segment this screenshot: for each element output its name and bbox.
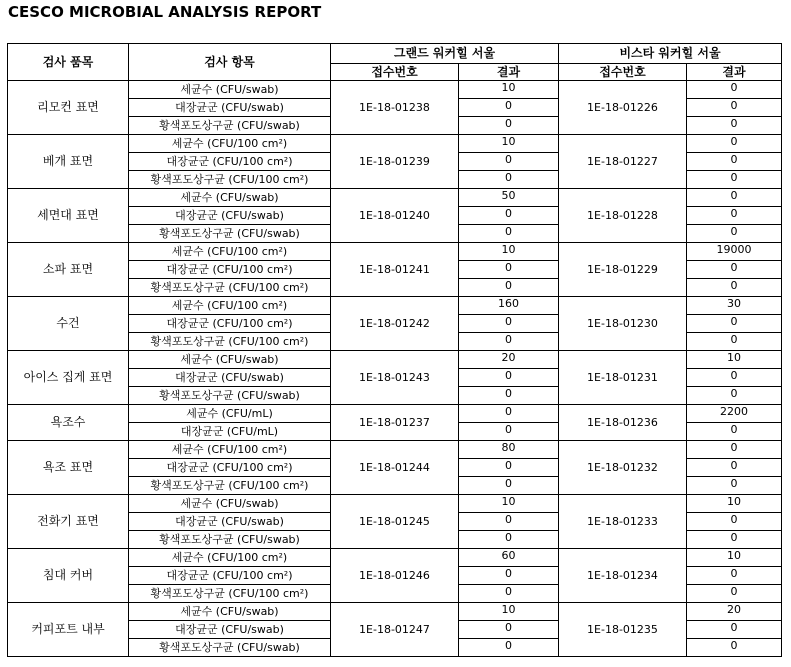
test-cell: 황색포도상구균 (CFU/100 cm²) [129, 171, 331, 189]
receipt-cell-grand: 1E-18-01240 [331, 189, 459, 243]
result-cell-vista: 0 [687, 387, 782, 405]
item-cell: 베개 표면 [8, 135, 129, 189]
test-cell: 황색포도상구균 (CFU/100 cm²) [129, 333, 331, 351]
header-site-vista: 비스타 워커힐 서울 [559, 44, 782, 64]
test-cell: 대장균군 (CFU/swab) [129, 207, 331, 225]
result-cell-vista: 0 [687, 567, 782, 585]
result-cell-grand: 10 [459, 135, 559, 153]
result-cell-grand: 0 [459, 621, 559, 639]
test-cell: 황색포도상구균 (CFU/swab) [129, 639, 331, 657]
result-cell-vista: 0 [687, 621, 782, 639]
receipt-cell-vista: 1E-18-01231 [559, 351, 687, 405]
receipt-cell-vista: 1E-18-01226 [559, 81, 687, 135]
test-cell: 대장균군 (CFU/swab) [129, 513, 331, 531]
result-cell-grand: 0 [459, 405, 559, 423]
item-cell: 리모컨 표면 [8, 81, 129, 135]
test-cell: 황색포도상구균 (CFU/swab) [129, 225, 331, 243]
receipt-cell-vista: 1E-18-01236 [559, 405, 687, 441]
result-cell-vista: 0 [687, 513, 782, 531]
test-cell: 세균수 (CFU/100 cm²) [129, 135, 331, 153]
header-result-grand: 결과 [459, 64, 559, 81]
result-cell-grand: 160 [459, 297, 559, 315]
result-cell-vista: 0 [687, 81, 782, 99]
receipt-cell-vista: 1E-18-01228 [559, 189, 687, 243]
result-cell-grand: 0 [459, 207, 559, 225]
table-row [8, 603, 782, 621]
test-cell: 대장균군 (CFU/swab) [129, 621, 331, 639]
receipt-cell-grand: 1E-18-01237 [331, 405, 459, 441]
result-cell-vista: 0 [687, 423, 782, 441]
test-cell: 세균수 (CFU/swab) [129, 81, 331, 99]
receipt-cell-grand: 1E-18-01242 [331, 297, 459, 351]
item-cell: 욕조 표면 [8, 441, 129, 495]
receipt-cell-grand: 1E-18-01238 [331, 81, 459, 135]
header-test: 검사 항목 [129, 44, 331, 81]
item-cell: 욕조수 [8, 405, 129, 441]
result-cell-grand: 0 [459, 387, 559, 405]
receipt-cell-grand: 1E-18-01243 [331, 351, 459, 405]
result-cell-vista: 0 [687, 207, 782, 225]
table-row [8, 549, 782, 567]
test-cell: 황색포도상구균 (CFU/100 cm²) [129, 279, 331, 297]
result-cell-vista: 30 [687, 297, 782, 315]
test-cell: 세균수 (CFU/100 cm²) [129, 297, 331, 315]
header-site-grand: 그랜드 워커힐 서울 [331, 44, 559, 64]
result-cell-vista: 0 [687, 279, 782, 297]
header-row-top [8, 44, 782, 64]
item-cell: 커피포트 내부 [8, 603, 129, 657]
test-cell: 황색포도상구균 (CFU/100 cm²) [129, 477, 331, 495]
result-cell-grand: 0 [459, 225, 559, 243]
item-cell: 아이스 집게 표면 [8, 351, 129, 405]
result-cell-grand: 10 [459, 81, 559, 99]
test-cell: 세균수 (CFU/100 cm²) [129, 441, 331, 459]
test-cell: 대장균군 (CFU/100 cm²) [129, 153, 331, 171]
result-cell-grand: 0 [459, 315, 559, 333]
test-cell: 대장균군 (CFU/swab) [129, 369, 331, 387]
result-cell-vista: 0 [687, 369, 782, 387]
result-cell-vista: 0 [687, 477, 782, 495]
test-cell: 대장균군 (CFU/swab) [129, 99, 331, 117]
result-cell-grand: 0 [459, 333, 559, 351]
result-cell-grand: 0 [459, 531, 559, 549]
result-cell-grand: 20 [459, 351, 559, 369]
header-receipt-vista: 접수번호 [559, 64, 687, 81]
receipt-cell-grand: 1E-18-01247 [331, 603, 459, 657]
header-item: 검사 품목 [8, 44, 129, 81]
table-row [8, 441, 782, 459]
result-cell-grand: 0 [459, 117, 559, 135]
test-cell: 황색포도상구균 (CFU/swab) [129, 531, 331, 549]
result-cell-vista: 0 [687, 459, 782, 477]
table-row [8, 135, 782, 153]
result-cell-vista: 20 [687, 603, 782, 621]
result-cell-grand: 0 [459, 153, 559, 171]
receipt-cell-grand: 1E-18-01239 [331, 135, 459, 189]
table-row [8, 297, 782, 315]
result-cell-vista: 10 [687, 549, 782, 567]
test-cell: 세균수 (CFU/swab) [129, 351, 331, 369]
result-cell-vista: 0 [687, 441, 782, 459]
table-row [8, 243, 782, 261]
receipt-cell-vista: 1E-18-01235 [559, 603, 687, 657]
result-cell-vista: 0 [687, 153, 782, 171]
receipt-cell-grand: 1E-18-01245 [331, 495, 459, 549]
receipt-cell-vista: 1E-18-01232 [559, 441, 687, 495]
table-header [8, 44, 782, 81]
result-cell-vista: 0 [687, 585, 782, 603]
test-cell: 대장균군 (CFU/100 cm²) [129, 567, 331, 585]
item-cell: 전화기 표면 [8, 495, 129, 549]
result-cell-grand: 0 [459, 639, 559, 657]
receipt-cell-grand: 1E-18-01244 [331, 441, 459, 495]
item-cell: 소파 표면 [8, 243, 129, 297]
item-cell: 수건 [8, 297, 129, 351]
receipt-cell-vista: 1E-18-01229 [559, 243, 687, 297]
table-body [8, 81, 782, 657]
receipt-cell-vista: 1E-18-01234 [559, 549, 687, 603]
result-cell-vista: 19000 [687, 243, 782, 261]
result-cell-grand: 50 [459, 189, 559, 207]
receipt-cell-grand: 1E-18-01241 [331, 243, 459, 297]
result-cell-grand: 0 [459, 477, 559, 495]
table-row [8, 189, 782, 207]
result-cell-vista: 0 [687, 639, 782, 657]
test-cell: 대장균군 (CFU/100 cm²) [129, 261, 331, 279]
result-cell-vista: 0 [687, 225, 782, 243]
result-cell-grand: 60 [459, 549, 559, 567]
table-row [8, 405, 782, 423]
receipt-cell-vista: 1E-18-01227 [559, 135, 687, 189]
result-cell-grand: 80 [459, 441, 559, 459]
result-cell-vista: 0 [687, 261, 782, 279]
result-cell-grand: 10 [459, 603, 559, 621]
result-cell-vista: 0 [687, 135, 782, 153]
result-cell-grand: 0 [459, 171, 559, 189]
result-cell-grand: 10 [459, 243, 559, 261]
test-cell: 대장균군 (CFU/mL) [129, 423, 331, 441]
header-result-vista: 결과 [687, 64, 782, 81]
test-cell: 세균수 (CFU/swab) [129, 495, 331, 513]
test-cell: 황색포도상구균 (CFU/100 cm²) [129, 585, 331, 603]
result-cell-vista: 10 [687, 495, 782, 513]
result-cell-vista: 0 [687, 531, 782, 549]
result-cell-vista: 0 [687, 117, 782, 135]
result-cell-grand: 0 [459, 279, 559, 297]
test-cell: 세균수 (CFU/mL) [129, 405, 331, 423]
test-cell: 세균수 (CFU/swab) [129, 189, 331, 207]
item-cell: 침대 커버 [8, 549, 129, 603]
result-cell-grand: 0 [459, 459, 559, 477]
result-cell-vista: 2200 [687, 405, 782, 423]
result-cell-vista: 0 [687, 171, 782, 189]
result-cell-vista: 0 [687, 99, 782, 117]
test-cell: 대장균군 (CFU/100 cm²) [129, 459, 331, 477]
result-cell-grand: 0 [459, 369, 559, 387]
result-cell-grand: 0 [459, 99, 559, 117]
test-cell: 대장균군 (CFU/100 cm²) [129, 315, 331, 333]
analysis-table [7, 43, 782, 657]
result-cell-grand: 0 [459, 567, 559, 585]
result-cell-grand: 0 [459, 423, 559, 441]
test-cell: 세균수 (CFU/swab) [129, 603, 331, 621]
result-cell-grand: 10 [459, 495, 559, 513]
test-cell: 세균수 (CFU/100 cm²) [129, 243, 331, 261]
header-receipt-grand: 접수번호 [331, 64, 459, 81]
result-cell-grand: 0 [459, 585, 559, 603]
result-cell-vista: 10 [687, 351, 782, 369]
receipt-cell-vista: 1E-18-01230 [559, 297, 687, 351]
test-cell: 황색포도상구균 (CFU/swab) [129, 117, 331, 135]
table-row [8, 351, 782, 369]
test-cell: 황색포도상구균 (CFU/swab) [129, 387, 331, 405]
result-cell-vista: 0 [687, 189, 782, 207]
result-cell-grand: 0 [459, 261, 559, 279]
receipt-cell-vista: 1E-18-01233 [559, 495, 687, 549]
table-row [8, 81, 782, 99]
result-cell-vista: 0 [687, 333, 782, 351]
test-cell: 세균수 (CFU/100 cm²) [129, 549, 331, 567]
result-cell-vista: 0 [687, 315, 782, 333]
table-row [8, 495, 782, 513]
receipt-cell-grand: 1E-18-01246 [331, 549, 459, 603]
item-cell: 세면대 표면 [8, 189, 129, 243]
report-title: CESCO MICROBIAL ANALYSIS REPORT [8, 3, 322, 21]
result-cell-grand: 0 [459, 513, 559, 531]
